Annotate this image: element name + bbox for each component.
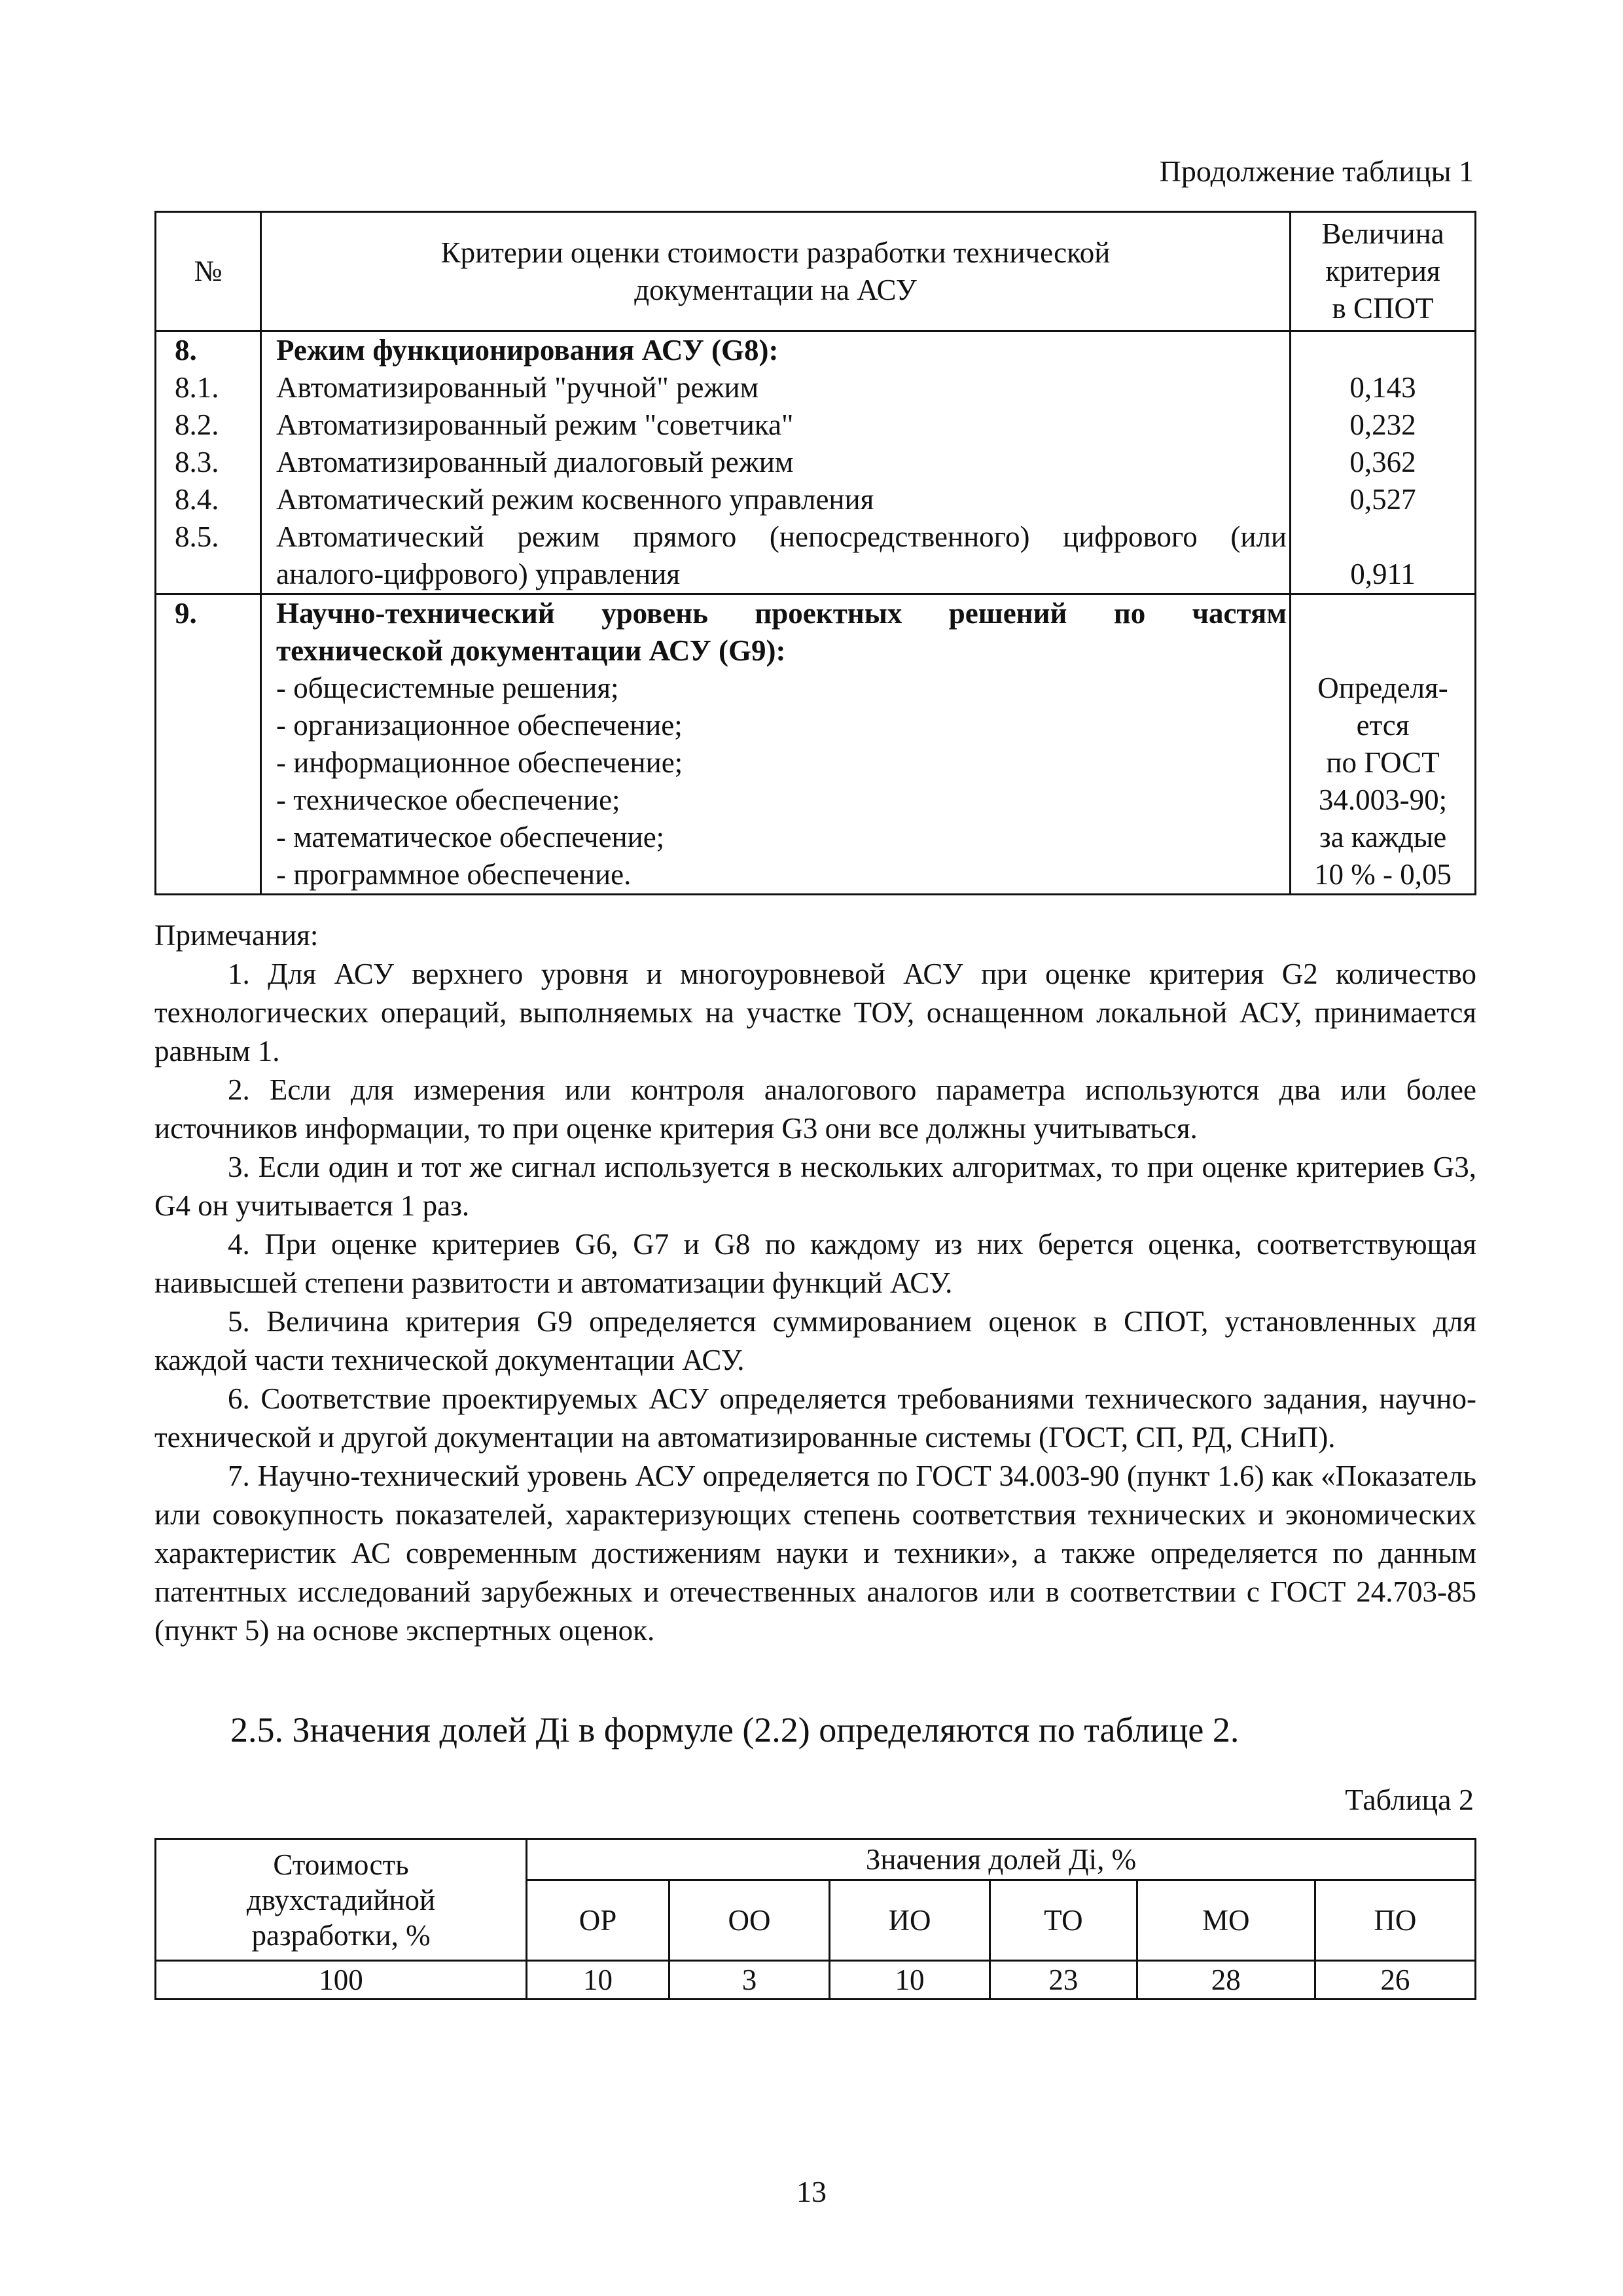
g9-number (156, 594, 261, 895)
row-number: 8.4. (175, 483, 219, 516)
value-text: Определя- (1317, 672, 1448, 704)
note-item: 1. Для АСУ верхнего уровня и многоуровневой АСУ при оценке критерия G2 количество технологических операций, выполняемых на участке ТОУ, оснащенном локальной АСУ, принимается равным 1. (154, 958, 1476, 1067)
row-number: 8.5. (175, 520, 219, 553)
column-header: ТО (990, 1880, 1137, 1961)
row-number: 8.3. (175, 446, 219, 478)
table-row-g8 (156, 331, 1476, 594)
note-item: 7. Научно-технический уровень АСУ определяется по ГОСТ 34.003-90 (пункт 1.6) как «Показатель или совокупность показателей, характеризующих степень соответствия технических и экономических характеристик АС современным достижениям науки и техники», а также определяется по данным патентных исследований зарубежных и отечественных аналогов или в соответствии с ГОСТ 24.703-85 (пункт 5) на основе экспертных оценок. (154, 1460, 1476, 1647)
criterion-text: Автоматизированный диалоговый режим (276, 446, 794, 478)
table-row-g9 (156, 594, 1476, 895)
section-heading: 2.5. Значения долей Дi в формуле (2.2) определяются по таблице 2. (230, 1710, 1240, 1749)
g9-value (1291, 594, 1476, 895)
group-title: Режим функционирования АСУ (G8): (276, 334, 779, 367)
doc-part: - общесистемные решения; (276, 672, 619, 704)
value-spacer (1291, 332, 1474, 369)
row-number-spacer (156, 556, 260, 593)
share-cell: 26 (1315, 1961, 1475, 2000)
table-header-row (156, 212, 1476, 331)
g9-criteria (261, 594, 1291, 895)
header-value (1291, 212, 1476, 331)
column-header: ОО (669, 1880, 830, 1961)
doc-part: - информационное обеспечение; (276, 746, 683, 779)
criterion-text: аналого-цифрового) управления (276, 558, 681, 590)
doc-part: - программное обеспечение. (276, 858, 632, 891)
value-spacer (1291, 595, 1474, 632)
criterion-text: Автоматизированный "ручной" режим (276, 371, 759, 404)
value-text: 10 % - 0,05 (1314, 858, 1452, 891)
column-header: ОР (527, 1880, 669, 1961)
group-title: технической документации АСУ (G9): (276, 634, 786, 667)
doc-part: - математическое обеспечение; (276, 821, 665, 853)
doc-part: - техническое обеспечение; (276, 783, 620, 816)
row-number: 8. (175, 334, 197, 367)
criterion-value: 0,911 (1350, 558, 1416, 590)
header-criteria-line: документации на АСУ (634, 273, 917, 306)
share-cell: 10 (830, 1961, 990, 2000)
criterion-value: 0,232 (1349, 408, 1416, 441)
value-text: ется (1356, 709, 1410, 742)
g8-values (1291, 331, 1476, 594)
note-item: 5. Величина критерия G9 определяется суммированием оценок в СПОТ, установленных для каждой части технической документации АСУ. (154, 1305, 1476, 1376)
row-number: 8.1. (175, 371, 219, 404)
share-cell: 23 (990, 1961, 1137, 2000)
shares-table (154, 1838, 1476, 2000)
value-text: 34.003-90; (1318, 783, 1448, 816)
cost-cell: 100 (156, 1961, 527, 2000)
share-cell: 10 (527, 1961, 669, 2000)
note-item: 3. Если один и тот же сигнал используется в нескольких алгоритмах, то при оценке критериев G3, G4 он учитывается 1 раз. (154, 1151, 1476, 1222)
header-value-line: Величина (1321, 217, 1444, 250)
shares-group-header: Значения долей Дi, % (527, 1839, 1476, 1880)
criterion-text: Автоматический режим косвенного управления (276, 483, 874, 516)
value-spacer (1291, 518, 1474, 556)
column-header: ИО (830, 1880, 990, 1961)
table2-label: Таблица 2 (1345, 1783, 1474, 1816)
column-header: ПО (1315, 1880, 1475, 1961)
row-number: 8.2. (175, 408, 219, 441)
criteria-table (154, 211, 1476, 895)
note-item: 6. Соответствие проектируемых АСУ определяется требованиями технического задания, научно-технической и другой документации на автоматизированные системы (ГОСТ, СП, РД, СНиП). (154, 1382, 1476, 1454)
table-continuation-label: Продолжение таблицы 1 (1159, 154, 1474, 188)
g8-criteria (261, 331, 1291, 594)
page-number: 13 (796, 2175, 827, 2208)
group-title: Научно-технический уровень проектных решений по частям (276, 597, 1287, 630)
cost-header: Стоимость двухстадийной разработки, % (156, 1839, 527, 1961)
criterion-text: Автоматический режим прямого (непосредственного) цифрового (или (276, 520, 1287, 553)
notes-heading: Примечания: (154, 919, 319, 952)
criterion-value: 0,527 (1349, 483, 1416, 516)
value-text: за каждые (1319, 821, 1447, 853)
header-value-line: критерия (1325, 255, 1440, 287)
g8-numbers (156, 331, 261, 594)
header-num: № (156, 212, 261, 331)
criterion-value: 0,143 (1349, 371, 1416, 404)
row-number: 9. (175, 597, 197, 630)
note-item: 2. Если для измерения или контроля аналогового параметра используются два или более источников информации, то при оценке критерия G3 они все должны учитываться. (154, 1073, 1476, 1145)
header-criteria-line: Критерии оценки стоимости разработки технической (440, 236, 1111, 269)
table2-header-row (156, 1839, 1476, 1880)
value-spacer (1291, 632, 1474, 670)
criterion-text: Автоматизированный режим "советчика" (276, 408, 794, 441)
header-value-line: в СПОТ (1332, 292, 1434, 325)
notes-section (154, 916, 1476, 1650)
value-text: по ГОСТ (1326, 746, 1440, 779)
share-cell: 3 (669, 1961, 830, 2000)
criterion-value: 0,362 (1349, 446, 1416, 478)
note-item: 4. При оценке критериев G6, G7 и G8 по каждому из них берется оценка, соответствующая наивысшей степени развитости и автоматизации функций АСУ. (154, 1228, 1476, 1299)
header-criteria (261, 212, 1291, 331)
doc-part: - организационное обеспечение; (276, 709, 683, 742)
column-header: МО (1137, 1880, 1315, 1961)
table-row (156, 1961, 1476, 2000)
share-cell: 28 (1137, 1961, 1315, 2000)
